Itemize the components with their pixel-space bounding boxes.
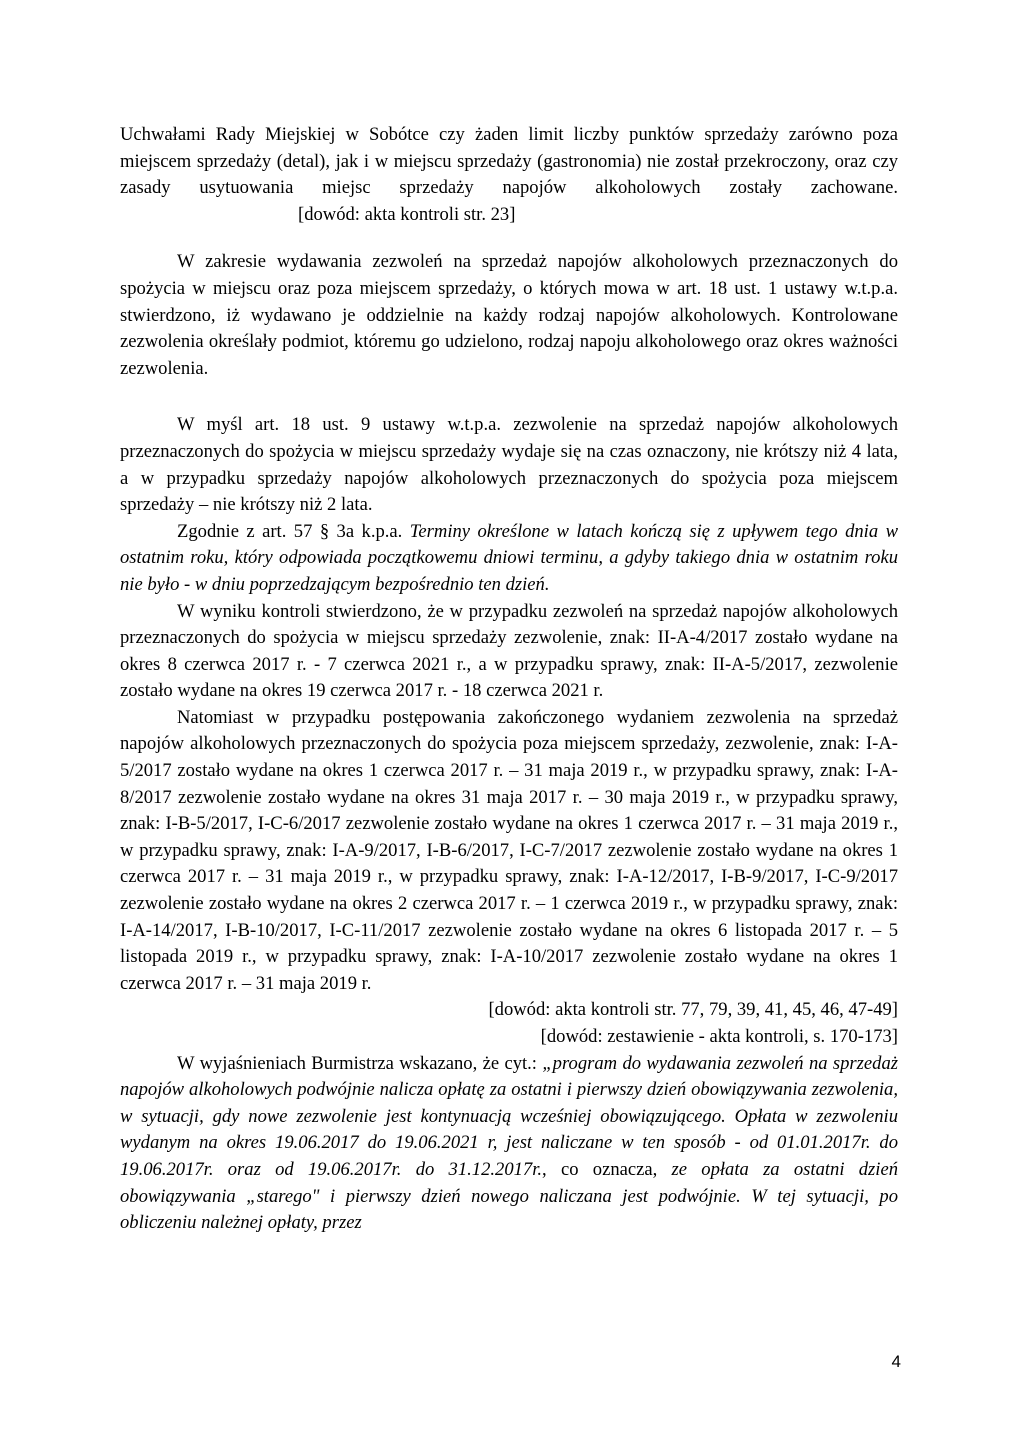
explanation-connector: , co oznacza,	[542, 1158, 672, 1180]
document-body	[120, 122, 898, 1237]
paragraph-limits-text: Uchwałami Rady Miejskiej w Sobótce czy żaden limit liczby punktów sprzedaży zarówno poza miejscem sprzedaży (detal), jak i w miejscu sprzedaży (gastronomia) nie został przekroczony, oraz czy zasady usytuowania miejsc sprzedaży napojów alkoholowych zostały zachowane.	[120, 124, 898, 199]
kpa-citation-lead: Zgodnie z art. 57 § 3a k.p.a.	[177, 520, 410, 542]
explanation-quote: „program do wydawania zezwoleń na sprzedaż napojów alkoholowych podwójnie nalicza opłatę za ostatni i pierwszy dzień obowiązywania zezwolenia, w sytuacji, gdy nowe zezwolenie jest kontynuacją wcześniej obowiązującego. Opłata w zezwoleniu wydanym na okres 19.06.2017 do 19.06.2021 r, jest naliczane w ten sposób - od 01.01.2017r. do 19.06.2017r. oraz od 19.06.2017r. do 31.12.2017r.	[120, 1052, 898, 1180]
kpa-citation-quote: Terminy określone w latach kończą się z upływem tego dnia w ostatnim roku, który odpowiada początkowemu dniowi terminu, a gdyby takiego dnia w ostatnim roku nie było - w dniu poprzedzającym bezpośrednio ten dzień.	[120, 520, 898, 595]
paragraph-permits-scope: W zakresie wydawania zezwoleń na sprzedaż napojów alkoholowych przeznaczonych do spożycia w miejscu oraz poza miejscem sprzedaży, o których mowa w art. 18 ust. 1 ustawy w.t.p.a. stwierdzono, iż wydawano je oddzielnie na każdy rodzaj napojów alkoholowych. Kontrolowane zezwolenia określały podmiot, któremu go udzielono, rodzaj napoju alkoholowego oraz okres ważności zezwolenia.	[120, 251, 898, 379]
explanation-lead: W wyjaśnieniach Burmistrza wskazano, że cyt.:	[177, 1052, 543, 1074]
evidence-reference: [dowód: zestawienie - akta kontroli, s. 170-173]	[540, 1026, 898, 1047]
explanation-quote-continued: ze opłata za ostatni dzień obowiązywania „starego" i pierwszy dzień nowego naliczana jest podwójnie. W tej sytuacji, po obliczeniu należnej opłaty, przez	[120, 1158, 899, 1234]
paragraph-onsite-permits: W wyniku kontroli stwierdzono, że w przypadku zezwoleń na sprzedaż napojów alkoholowych przeznaczonych do spożycia w miejscu sprzedaży zezwolenie, znak: II-A-4/2017 zostało wydane na okres 8 czerwca 2017 r. - 7 czerwca 2021 r., a w przypadku sprawy, znak: II-A-5/2017, zezwolenie zostało wydane na okres 19 czerwca 2017 r. - 18 czerwca 2021 r.	[120, 600, 898, 702]
paragraph-mayor-explanation	[120, 1051, 898, 1237]
evidence-reference: [dowód: akta kontroli str. 77, 79, 39, 41, 45, 46, 47-49]	[488, 999, 898, 1021]
evidence-reference: [dowód: akta kontroli str. 23]	[298, 203, 516, 225]
paragraph-limits	[120, 122, 898, 228]
page-number: 4	[891, 1352, 901, 1371]
paragraph-kpa-citation	[120, 519, 898, 599]
paragraph-legal-basis: W myśl art. 18 ust. 9 ustawy w.t.p.a. zezwolenie na sprzedaż napojów alkoholowych przeznaczonych do spożycia w miejscu sprzedaży wydaje się na czas oznaczony, nie krótszy niż 4 lata, a w przypadku sprzedaży napojów alkoholowych przeznaczonych do spożycia poza miejscem sprzedaży – nie krótszy niż 2 lata.	[120, 414, 898, 516]
paragraph-offsite-permits: Natomiast w przypadku postępowania zakończonego wydaniem zezwolenia na sprzedaż napojów alkoholowych przeznaczonych do spożycia poza miejscem sprzedaży, zezwolenie, znak: I-A-5/2017 zostało wydane na okres 1 czerwca 2017 r. – 31 maja 2019 r., w przypadku sprawy, znak: I-A-8/2017 zezwolenie zostało wydane na okres 31 maja 2017 r. – 30 maja 2019 r., w przypadku sprawy, znak: I-B-5/2017, I-C-6/2017 zezwolenie zostało wydane na okres 1 czerwca 2017 r. – 31 maja 2019 r., w przypadku sprawy, znak: I-A-9/2017, I-B-6/2017, I-C-7/2017 zezwolenie zostało wydane na okres 1 czerwca 2017 r. – 31 maja 2019 r., w przypadku sprawy, znak: I-A-12/2017, I-B-9/2017, I-C-9/2017 zezwolenie zostało wydane na okres 2 czerwca 2017 r. – 1 czerwca 2019 r., w przypadku sprawy, znak: I-A-14/2017, I-B-10/2017, I-C-11/2017 zezwolenie zostało wydane na okres 6 listopada 2017 r. – 5 listopada 2019 r., w przypadku sprawy, znak: I-A-10/2017 zezwolenie zostało wydane na okres 1 czerwca 2017 r. – 31 maja 2019 r.	[120, 706, 898, 994]
